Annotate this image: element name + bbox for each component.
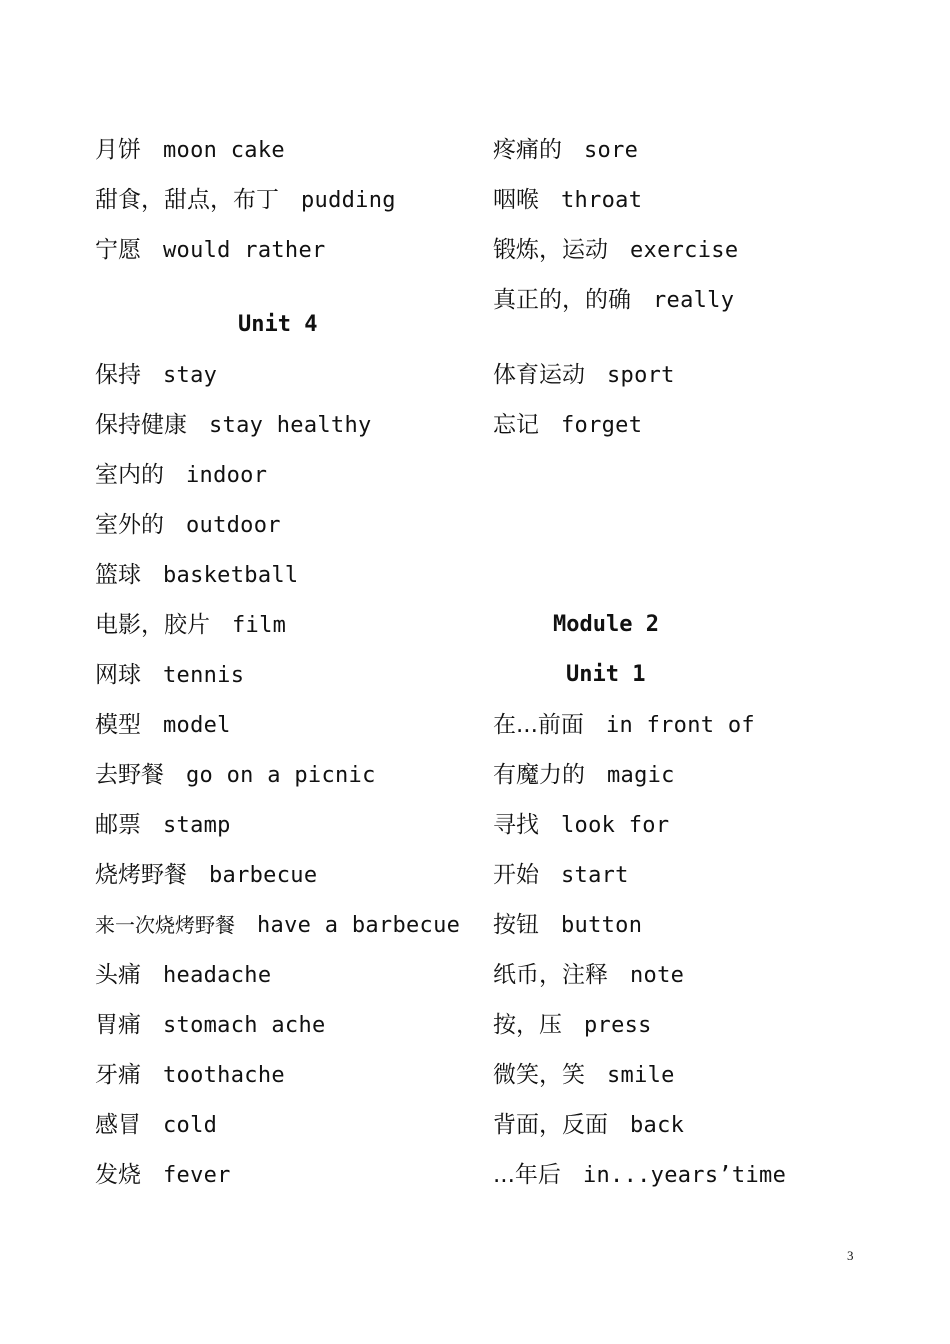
unit-heading: Unit 4 xyxy=(238,312,318,337)
chinese-term: 体育运动 xyxy=(493,362,585,388)
english-term: sport xyxy=(607,363,675,388)
unit-heading: Unit 1 xyxy=(566,662,646,687)
english-term: look for xyxy=(561,813,670,838)
english-term: forget xyxy=(561,413,643,438)
english-term: headache xyxy=(163,963,272,988)
english-term: button xyxy=(561,913,643,938)
chinese-term: 纸币，注释 xyxy=(493,962,608,988)
vocab-entry xyxy=(493,400,642,450)
vocab-entry xyxy=(95,400,372,450)
english-term: outdoor xyxy=(186,513,281,538)
vocab-entry xyxy=(95,700,231,750)
vocab-entry xyxy=(493,700,755,750)
chinese-term: 按，压 xyxy=(493,1012,562,1038)
vocab-entry xyxy=(493,1100,684,1150)
english-term: throat xyxy=(561,188,643,213)
vocab-entry xyxy=(95,450,267,500)
chinese-term: 胃痛 xyxy=(95,1012,141,1038)
english-term: go on a picnic xyxy=(186,763,376,788)
vocab-entry xyxy=(95,1100,217,1150)
module-heading: Module 2 xyxy=(553,612,659,637)
vocab-entry xyxy=(95,225,326,275)
english-term: in...years’time xyxy=(582,1163,787,1188)
vocab-entry xyxy=(493,900,642,950)
chinese-term: 来一次烧烤野餐 xyxy=(95,913,235,937)
vocab-entry xyxy=(95,550,298,600)
chinese-term: 真正的，的确 xyxy=(493,287,631,313)
vocab-entry xyxy=(493,125,638,175)
vocab-entry xyxy=(95,1150,231,1200)
english-term: smile xyxy=(607,1063,675,1088)
english-term: moon cake xyxy=(163,138,285,163)
chinese-term: 保持 xyxy=(95,362,141,388)
english-term: magic xyxy=(607,763,675,788)
chinese-term: 锻炼，运动 xyxy=(493,237,608,263)
vocab-entry xyxy=(493,350,675,400)
english-term: stamp xyxy=(163,813,231,838)
chinese-term: 电影，胶片 xyxy=(95,612,210,638)
page-number: 3 xyxy=(847,1248,854,1263)
vocab-entry xyxy=(493,1150,786,1200)
vocab-entry xyxy=(493,750,675,800)
vocab-entry xyxy=(95,650,244,700)
vocab-entry xyxy=(95,600,286,650)
chinese-term: 背面，反面 xyxy=(493,1112,608,1138)
chinese-term: 感冒 xyxy=(95,1112,141,1138)
vocab-entry xyxy=(493,1000,652,1050)
english-term: press xyxy=(584,1013,652,1038)
chinese-term: 模型 xyxy=(95,712,141,738)
chinese-term: 疼痛的 xyxy=(493,137,562,163)
chinese-term: 咽喉 xyxy=(493,187,539,213)
english-term: exercise xyxy=(630,238,739,263)
chinese-term: 按钮 xyxy=(493,912,539,938)
vocab-entry xyxy=(95,175,396,225)
vocab-entry xyxy=(95,900,460,950)
vocab-entry xyxy=(95,125,285,175)
english-term: have a barbecue xyxy=(257,913,461,938)
chinese-term: 忘记 xyxy=(493,412,539,438)
vocab-entry xyxy=(95,800,231,850)
chinese-term: 月饼 xyxy=(95,137,141,163)
vocab-entry xyxy=(493,800,669,850)
chinese-term: 发烧 xyxy=(95,1162,141,1188)
english-term: cold xyxy=(163,1113,218,1138)
chinese-term: 室内的 xyxy=(95,462,164,488)
english-term: start xyxy=(561,863,629,888)
english-term: back xyxy=(630,1113,685,1138)
english-term: tennis xyxy=(163,663,245,688)
english-term: fever xyxy=(163,1163,231,1188)
chinese-term: 牙痛 xyxy=(95,1062,141,1088)
english-term: note xyxy=(630,963,685,988)
english-term: pudding xyxy=(301,188,396,213)
chinese-term: 开始 xyxy=(493,862,539,888)
english-term: really xyxy=(653,288,735,313)
chinese-term: 有魔力的 xyxy=(493,762,585,788)
english-term: in front of xyxy=(605,713,755,738)
vocab-entry xyxy=(493,1050,675,1100)
english-term: toothache xyxy=(163,1063,285,1088)
vocab-entry xyxy=(95,350,217,400)
vocab-entry xyxy=(493,225,738,275)
english-term: would rather xyxy=(163,238,326,263)
vocab-entry xyxy=(95,950,271,1000)
english-term: basketball xyxy=(163,563,299,588)
vocab-entry xyxy=(95,850,317,900)
english-term: barbecue xyxy=(209,863,318,888)
chinese-term: 宁愿 xyxy=(95,237,141,263)
english-term: sore xyxy=(584,138,639,163)
chinese-term: 寻找 xyxy=(493,812,539,838)
english-term: model xyxy=(163,713,231,738)
chinese-term: 篮球 xyxy=(95,562,141,588)
vocab-entry xyxy=(493,275,734,325)
chinese-term: 邮票 xyxy=(95,812,141,838)
chinese-term: 去野餐 xyxy=(95,762,164,788)
chinese-term: 头痛 xyxy=(95,962,141,988)
vocab-entry xyxy=(95,1050,285,1100)
english-term: stomach ache xyxy=(163,1013,326,1038)
chinese-term: 网球 xyxy=(95,662,141,688)
vocab-entry xyxy=(95,500,281,550)
vocab-entry xyxy=(493,950,684,1000)
chinese-term: 保持健康 xyxy=(95,412,187,438)
english-term: stay healthy xyxy=(209,413,372,438)
chinese-term: 微笑，笑 xyxy=(493,1062,585,1088)
vocab-entry xyxy=(95,750,376,800)
chinese-term: 烧烤野餐 xyxy=(95,862,187,888)
chinese-term: 在...前面 xyxy=(493,712,584,738)
vocab-entry xyxy=(95,1000,326,1050)
english-term: stay xyxy=(163,363,218,388)
vocab-entry xyxy=(493,175,642,225)
english-term: indoor xyxy=(186,463,268,488)
chinese-term: ...年后 xyxy=(493,1162,561,1188)
chinese-term: 室外的 xyxy=(95,512,164,538)
chinese-term: 甜食，甜点，布丁 xyxy=(95,187,279,213)
english-term: film xyxy=(232,613,287,638)
vocab-entry xyxy=(493,850,629,900)
